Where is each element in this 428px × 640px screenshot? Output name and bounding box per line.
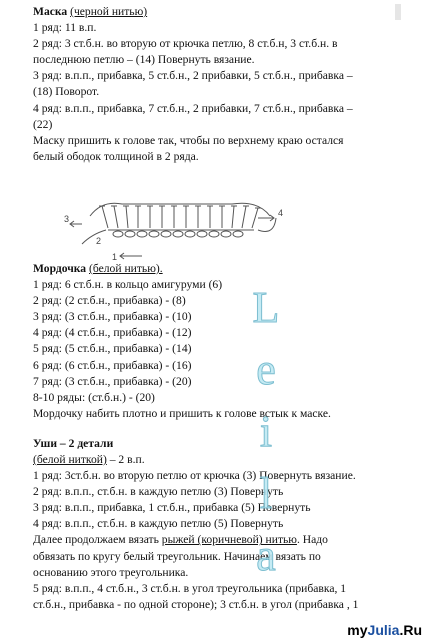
diagram-stitches <box>102 206 258 228</box>
crochet-diagram <box>62 194 302 268</box>
mask-line: (18) Поворот. <box>33 85 100 99</box>
mask-title: Маска <box>33 5 68 18</box>
diagram-outer-arc <box>90 203 270 216</box>
watermark-letter: i <box>259 407 273 456</box>
watermark-letter: l <box>259 469 273 518</box>
watermark-letter: L <box>252 283 280 332</box>
muzzle-line: 8-10 ряды: (ст.б.н.) - (20) <box>33 390 155 404</box>
mask-line: 3 ряд: в.п.п., прибавка, 5 ст.б.н., 2 прибавки, 5 ст.б.н., прибавка – <box>33 69 353 83</box>
watermark-letter: e <box>256 345 276 394</box>
muzzle-line: Мордочку набить плотно и пришить к голове встык к маске. <box>33 406 331 420</box>
diagram-label-3: 3 <box>64 214 70 224</box>
muzzle-line: 3 ряд: (3 ст.б.н., прибавка) - (10) <box>33 310 192 324</box>
diagram-label-1: 1 <box>112 252 118 262</box>
mask-line: (22) <box>33 117 53 131</box>
diagram-arrow-right <box>258 215 274 221</box>
site-logo <box>347 622 422 638</box>
muzzle-line: 1 ряд: 6 ст.б.н. в кольцо амигуруми (6) <box>33 278 223 292</box>
muzzle-line: 6 ряд: (6 ст.б.н., прибавка) - (16) <box>33 358 192 372</box>
mask-title-note: (черной нитью) <box>70 5 148 18</box>
diagram-right-curve <box>258 218 276 232</box>
muzzle-title: Мордочка <box>33 261 87 275</box>
watermark-letter: a <box>256 531 276 580</box>
ears-line: 1 ряд: 3ст.б.н. во вторую петлю от крючка (3) Повернуть вязание. <box>33 469 356 483</box>
diagram-stitch-tops <box>99 206 261 208</box>
diagram-arrow-left <box>70 221 82 227</box>
mask-heading <box>33 4 405 20</box>
ears-note-rest: – 2 в.п. <box>106 452 145 466</box>
mask-line: белый ободок толщиной в 2 ряда. <box>33 149 199 163</box>
diagram-left-curve <box>82 230 106 244</box>
ears-line: 5 ряд: в.п.п., 4 ст.б.н., 3 ст.б.н. в угол треугольника (прибавка, 1 <box>33 581 347 595</box>
site-logo-suffix: .Ru <box>399 622 422 638</box>
diagram-arrow-bottom <box>120 253 142 259</box>
muzzle-line: 7 ряд: (3 ст.б.н., прибавка) - (20) <box>33 374 192 388</box>
document-body <box>33 4 405 613</box>
muzzle-line: 4 ряд: (4 ст.б.н., прибавка) - (12) <box>33 326 192 340</box>
mask-line: Маску пришить к голове так, чтобы по верхнему краю остался <box>33 133 344 147</box>
ears-note: (белой ниткой) <box>33 452 107 466</box>
mask-line: 4 ряд: в.п.п., прибавка, 7 ст.б.н., 2 прибавки, 7 ст.б.н., прибавка – <box>33 101 353 115</box>
ears-note-line <box>33 452 405 468</box>
ears-continue-color: рыжей (коричневой) нитью <box>161 533 297 547</box>
ears-line: 3 ряд: в.п.п., прибавка, 1 ст.б.н., прибавка (5) Повернуть <box>33 501 311 515</box>
ears-continue-pre: Далее продолжаем вязать <box>33 533 162 547</box>
ears-continue-line <box>33 532 405 548</box>
site-logo-prefix: my <box>347 622 368 638</box>
diagram-label-4: 4 <box>278 208 284 218</box>
diagram-chain <box>113 231 243 237</box>
ears-title: Уши – 2 детали <box>33 436 114 450</box>
site-logo-brand: Julia <box>367 622 400 638</box>
mask-line: последнюю петлю – (14) Повернуть вязание. <box>33 53 255 67</box>
muzzle-title-note: (белой нитью). <box>89 261 163 275</box>
ears-line: ст.б.н., прибавка - по одной стороне); 3 ст.б.н. в угол (прибавка , 1 <box>33 597 359 611</box>
muzzle-line: 5 ряд: (5 ст.б.н., прибавка) - (14) <box>33 342 192 356</box>
mask-line: 2 ряд: 3 ст.б.н. во вторую от крючка петлю, 8 ст.б.н, 3 ст.б.н. в <box>33 37 338 51</box>
muzzle-line: 2 ряд: (2 ст.б.н., прибавка) - (8) <box>33 294 186 308</box>
ears-line: 4 ряд: в.п.п., ст.б.н. в каждую петлю (5) Повернуть <box>33 517 284 531</box>
mask-line: 1 ряд: 11 в.п. <box>33 21 97 35</box>
ears-line: 2 ряд: в.п.п., ст.б.н. в каждую петлю (3) Повернуть <box>33 485 284 499</box>
ears-line: обвязать по кругу белый треугольник. Начинаем вязать по <box>33 549 321 563</box>
section-gap <box>33 422 405 436</box>
ears-continue-post: . Надо <box>296 533 328 547</box>
ears-line: основанию этого треугольника. <box>33 565 189 579</box>
diagram-label-2: 2 <box>96 236 102 246</box>
